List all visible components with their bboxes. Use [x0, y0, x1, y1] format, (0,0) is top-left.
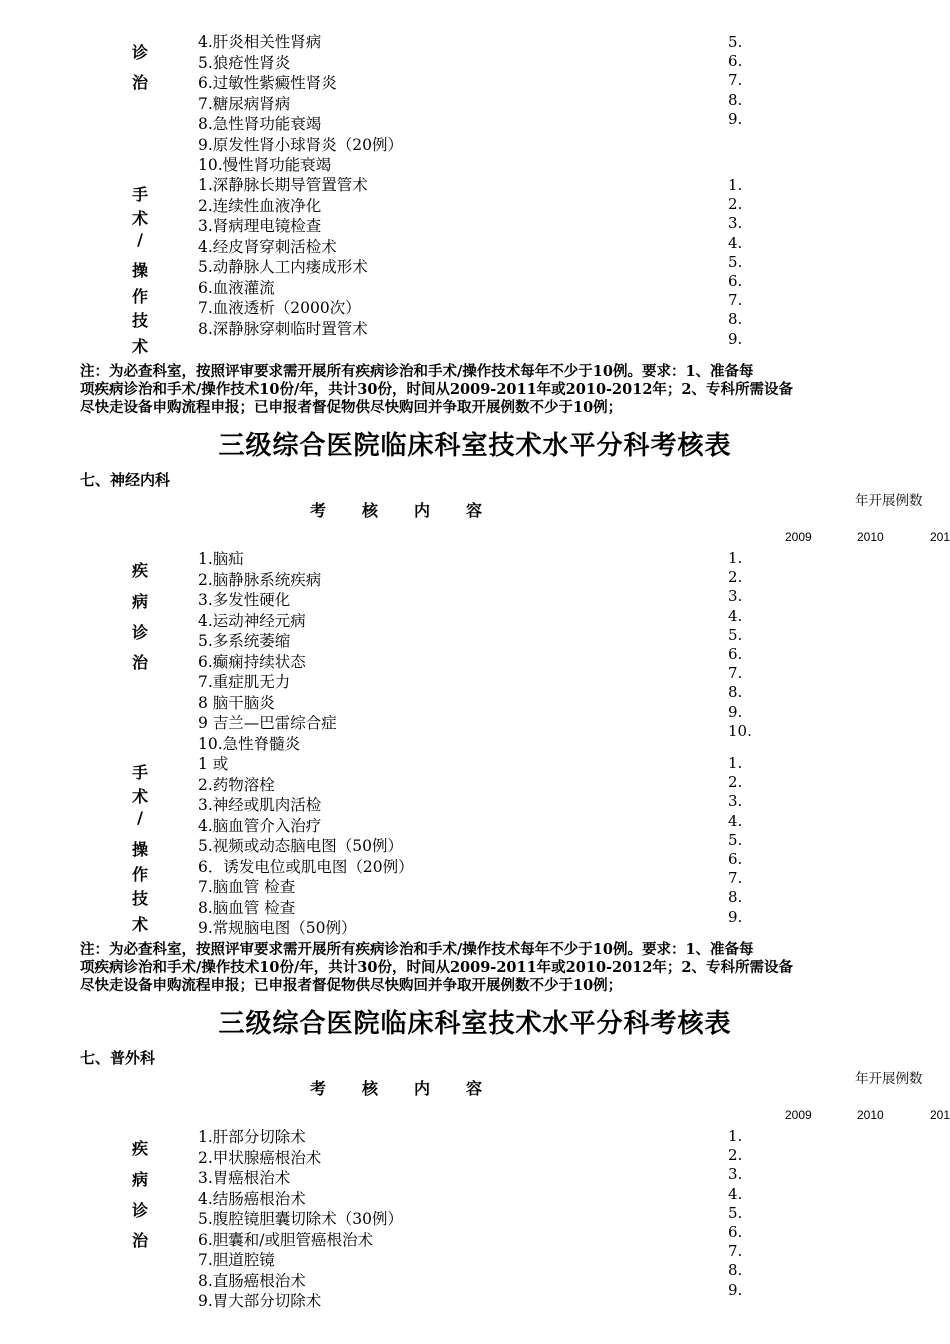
list-number: 3.	[728, 792, 743, 811]
year-label: 2009	[785, 530, 812, 544]
list-number: 9.	[728, 1280, 743, 1299]
header-char: 容	[466, 501, 483, 520]
list-number: 6.	[728, 644, 743, 663]
header-char: 核	[362, 1079, 379, 1098]
list-number: 5.	[728, 830, 743, 849]
list-number: 8.	[728, 90, 743, 109]
list-item: 5.动静脉人工内瘘成形术	[198, 258, 368, 276]
list-item: 2.脑静脉系统疾病	[198, 570, 322, 589]
list-item: 8.深静脉穿刺临时置管术	[198, 319, 368, 338]
list-number: 7.	[728, 869, 743, 888]
content-header	[310, 1076, 518, 1099]
label-char: /	[137, 808, 143, 827]
list-number: 1.	[728, 549, 743, 567]
list-item: 9.胃大部分切除术	[198, 1292, 322, 1310]
header-char: 考	[310, 501, 327, 520]
list-number: 2.	[728, 195, 743, 214]
note-line: 注：为必查科室，按照评审要求需开展所有疾病诊治和手术/操作技术每年不少于10例。要求：1、准备每	[80, 941, 754, 958]
list-item: 9.常规脑电图（50例）	[198, 919, 357, 937]
list-item: 6.血液灌流	[198, 278, 275, 297]
label-char: 诊	[131, 1201, 148, 1220]
list-number: 5.	[728, 1203, 743, 1222]
list-item: 2.连续性血液净化	[198, 196, 322, 215]
year-label: 201	[930, 530, 950, 544]
label-char: 治	[131, 73, 148, 92]
procedure-section-label	[124, 182, 156, 357]
diagnosis-number-list	[728, 1127, 742, 1300]
label-char: 诊	[131, 623, 148, 642]
list-number: 3.	[728, 214, 743, 233]
list-item: 7.糖尿病肾病	[198, 94, 291, 113]
list-number: 8.	[728, 310, 743, 329]
diagnosis-section-label	[124, 40, 156, 100]
label-char: 作	[131, 287, 148, 306]
list-number: 8.	[728, 1261, 743, 1280]
list-item: 3.多发性硬化	[198, 591, 291, 609]
list-number: 9.	[728, 109, 743, 128]
list-item: 8.脑血管 检查	[198, 898, 296, 917]
list-item: 5.狼疮性肾炎	[198, 53, 291, 72]
label-char: 作	[131, 865, 148, 884]
list-number: 5.	[728, 33, 743, 51]
list-number: 8.	[728, 683, 743, 702]
list-item: 8 脑干脑炎	[198, 693, 275, 712]
diagnosis-number-list	[728, 33, 742, 129]
list-number: 1.	[728, 754, 743, 772]
list-item: 9.原发性肾小球肾炎（20例）	[198, 135, 404, 154]
header-char: 内	[414, 501, 431, 520]
list-item: 3.神经或肌肉活检	[198, 796, 322, 814]
content-header	[310, 498, 518, 521]
list-item: 3.肾病理电镜检查	[198, 217, 322, 235]
list-number: 2.	[728, 1146, 743, 1165]
list-item: 1.脑疝	[198, 550, 244, 568]
list-number: 3.	[728, 1165, 743, 1184]
list-item: 10.急性脊髓炎	[198, 734, 301, 753]
list-item: 7.重症肌无力	[198, 673, 291, 691]
label-char: 病	[131, 592, 148, 611]
year-label: 2010	[857, 530, 884, 544]
department-heading: 七、普外科	[80, 1049, 156, 1067]
year-label: 2010	[857, 1108, 884, 1122]
list-item: 10.慢性肾功能衰竭	[198, 156, 332, 174]
label-char: 操	[131, 261, 148, 280]
diagnosis-number-list	[728, 549, 752, 741]
label-char: 技	[131, 311, 148, 330]
note-line: 尽快走设备申购流程申报；已申报者督促物供尽快购回并争取开展例数不少于10例；	[80, 977, 623, 994]
list-item: 3.胃癌根治术	[198, 1169, 291, 1187]
list-item: 7.血液透析（2000次）	[198, 299, 361, 317]
list-item: 4.结肠癌根治术	[198, 1189, 306, 1208]
list-item: 4.肝炎相关性肾病	[198, 33, 322, 51]
list-number: 2.	[728, 568, 743, 587]
list-number: 8.	[728, 888, 743, 907]
list-item: 5.视频或动态脑电图（50例）	[198, 837, 404, 855]
list-item: 5.多系统萎缩	[198, 632, 291, 650]
requirement-note	[80, 363, 880, 417]
list-number: 4.	[728, 811, 743, 830]
header-char: 核	[362, 501, 379, 520]
annual-count-label: 年开展例数	[855, 1071, 923, 1087]
list-number: 6.	[728, 271, 743, 290]
list-number: 7.	[728, 1242, 743, 1261]
list-item: 7.胆道腔镜	[198, 1251, 275, 1269]
label-char: 治	[131, 1231, 148, 1250]
list-number: 1.	[728, 176, 743, 194]
label-char: 病	[131, 1170, 148, 1189]
label-char: 疾	[131, 561, 148, 580]
list-number: 2.	[728, 773, 743, 792]
label-char: 术	[131, 787, 148, 806]
list-number: 7.	[728, 291, 743, 310]
list-item: 6．诱发电位或肌电图（20例）	[198, 857, 414, 876]
page-title: 三级综合医院临床科室技术水平分科考核表	[218, 431, 732, 461]
diagnosis-item-list	[198, 549, 337, 754]
procedure-item-list	[198, 175, 368, 339]
list-number: 5.	[728, 625, 743, 644]
list-number: 4.	[728, 606, 743, 625]
list-item: 4.运动神经元病	[198, 611, 306, 630]
list-item: 4.脑血管介入治疗	[198, 816, 322, 835]
header-char: 考	[310, 1079, 327, 1098]
note-line: 注：为必查科室，按照评审要求需开展所有疾病诊治和手术/操作技术每年不少于10例。要求：1、准备每	[80, 363, 754, 380]
label-char: 术	[131, 209, 148, 228]
list-number: 5.	[728, 252, 743, 271]
list-number: 1.	[728, 1127, 743, 1145]
label-char: 手	[131, 185, 148, 204]
list-number: 9.	[728, 702, 743, 721]
department-heading: 七、神经内科	[80, 471, 171, 489]
list-number: 9.	[728, 329, 743, 348]
list-item: 9 吉兰—巴雷综合症	[198, 714, 337, 732]
list-item: 8.急性肾功能衰竭	[198, 115, 322, 133]
label-char: /	[137, 230, 143, 249]
label-char: 疾	[131, 1139, 148, 1158]
year-label: 201	[930, 1108, 950, 1122]
list-number: 7.	[728, 71, 743, 90]
note-line: 尽快走设备申购流程申报；已申报者督促物供尽快购回并争取开展例数不少于10例；	[80, 399, 623, 416]
label-char: 诊	[131, 43, 148, 62]
header-char: 容	[466, 1079, 483, 1098]
note-line: 项疾病诊治和手术/操作技术10份/年，共计30份，时间从2009-2011年或2010-2012年；2、专科所需设备	[80, 381, 793, 398]
label-char: 操	[131, 840, 148, 859]
procedure-number-list	[728, 754, 742, 927]
list-item: 5.腹腔镜胆囊切除术（30例）	[198, 1210, 404, 1228]
diagnosis-section-label	[124, 1136, 156, 1251]
annual-count-label: 年开展例数	[855, 493, 923, 509]
header-char: 内	[414, 1079, 431, 1098]
label-char: 术	[131, 337, 148, 356]
list-item: 1.深静脉长期导管置管术	[198, 176, 368, 194]
label-char: 治	[131, 653, 148, 672]
list-number: 6.	[728, 1222, 743, 1241]
page-title: 三级综合医院临床科室技术水平分科考核表	[218, 1009, 732, 1039]
list-item: 6.癫痫持续状态	[198, 652, 306, 671]
label-char: 技	[131, 889, 148, 908]
diagnosis-item-list	[198, 1127, 403, 1312]
list-item: 4.经皮肾穿刺活检术	[198, 237, 337, 256]
list-number: 7.	[728, 664, 743, 683]
list-number: 4.	[728, 1184, 743, 1203]
diagnosis-section-label	[124, 558, 156, 673]
list-number: 6.	[728, 52, 743, 71]
label-char: 手	[131, 763, 148, 782]
procedure-section-label	[124, 760, 156, 935]
list-item: 1.肝部分切除术	[198, 1128, 306, 1146]
requirement-note	[80, 941, 880, 995]
note-line: 项疾病诊治和手术/操作技术10份/年，共计30份，时间从2009-2011年或2010-2012年；2、专科所需设备	[80, 959, 793, 976]
list-number: 10.	[728, 721, 752, 740]
procedure-item-list	[198, 754, 414, 939]
list-number: 9.	[728, 907, 743, 926]
list-item: 2.药物溶栓	[198, 775, 275, 794]
label-char: 术	[131, 915, 148, 934]
list-number: 3.	[728, 587, 743, 606]
list-item: 8.直肠癌根治术	[198, 1271, 306, 1290]
list-item: 6.胆囊和/或胆管癌根治术	[198, 1230, 374, 1249]
list-item: 7.脑血管 检查	[198, 878, 296, 896]
list-number: 4.	[728, 233, 743, 252]
diagnosis-item-list	[198, 32, 403, 176]
list-item: 6.过敏性紫癜性肾炎	[198, 74, 337, 92]
list-number: 6.	[728, 849, 743, 868]
list-item: 1 或	[198, 755, 229, 773]
procedure-number-list	[728, 176, 742, 349]
list-item: 2.甲状腺癌根治术	[198, 1148, 322, 1167]
year-label: 2009	[785, 1108, 812, 1122]
